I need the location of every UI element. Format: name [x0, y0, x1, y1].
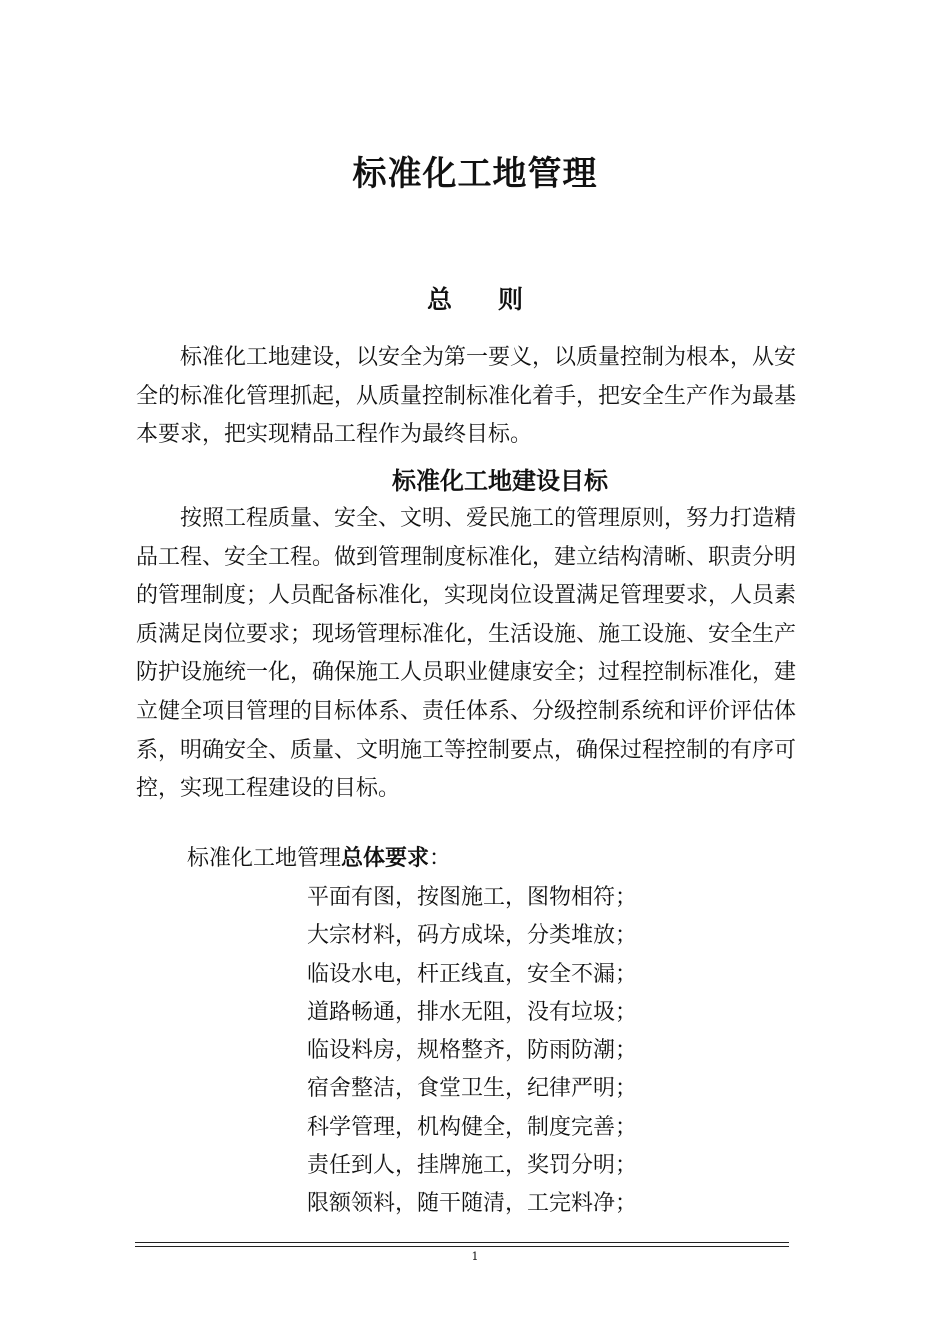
footer-divider	[135, 1242, 789, 1247]
requirement-item: 限额领料，随干随清，工完料净；	[307, 1191, 638, 1217]
goals-heading: 标准化工地建设目标	[392, 467, 608, 495]
paragraph-line: 本要求，把实现精品工程作为最终目标。	[136, 422, 533, 448]
requirement-item: 道路畅通，排水无阻，没有垃圾；	[307, 999, 638, 1025]
paragraph-line: 控，实现工程建设的目标。	[136, 776, 401, 802]
general-heading-left-char: 总	[426, 285, 452, 314]
requirements-lead-prefix: 标准化工地管理	[187, 846, 342, 871]
requirement-item: 宿舍整洁，食堂卫生，纪律严明；	[307, 1076, 638, 1102]
goals-paragraph	[136, 500, 808, 809]
general-principles-heading	[0, 280, 950, 316]
requirements-list	[307, 879, 637, 1224]
general-heading-right-char: 则	[498, 285, 524, 314]
paragraph-line: 防护设施统一化，确保施工人员职业健康安全；过程控制标准化，建	[136, 660, 797, 686]
paragraph-line: 系，明确安全、质量、文明施工等控制要点，确保过程控制的有序可	[136, 737, 797, 763]
paragraph-line: 标准化工地建设，以安全为第一要义，以质量控制为根本，从安	[180, 345, 797, 370]
requirement-item: 临设水电，杆正线直，安全不漏；	[307, 961, 638, 987]
requirement-item: 责任到人，挂牌施工，奖罚分明；	[307, 1153, 638, 1179]
requirements-lead-suffix: ：	[429, 846, 452, 871]
page-number: 1	[471, 1250, 479, 1263]
requirement-item: 临设料房，规格整齐，防雨防潮；	[307, 1038, 638, 1064]
document-title: 标准化工地管理	[352, 154, 598, 194]
requirement-item: 科学管理，机构健全，制度完善；	[307, 1114, 638, 1140]
requirements-lead	[187, 842, 451, 876]
requirement-item: 平面有图，按图施工，图物相符；	[307, 885, 638, 910]
paragraph-line: 品工程、安全工程。做到管理制度标准化，建立结构清晰、职责分明	[136, 544, 797, 570]
paragraph-line: 按照工程质量、安全、文明、爱民施工的管理原则，努力打造精	[180, 506, 797, 531]
general-principles-paragraph	[136, 339, 808, 455]
paragraph-line: 全的标准化管理抓起，从质量控制标准化着手，把安全生产作为最基	[136, 383, 797, 409]
paragraph-line: 质满足岗位要求；现场管理标准化，生活设施、施工设施、安全生产	[136, 621, 797, 647]
requirement-item: 大宗材料，码方成垛，分类堆放；	[307, 923, 638, 949]
requirements-lead-bold: 总体要求	[341, 846, 430, 871]
paragraph-line: 的管理制度；人员配备标准化，实现岗位设置满足管理要求，人员素	[136, 583, 797, 609]
paragraph-line: 立健全项目管理的目标体系、责任体系、分级控制系统和评价评估体	[136, 698, 797, 724]
